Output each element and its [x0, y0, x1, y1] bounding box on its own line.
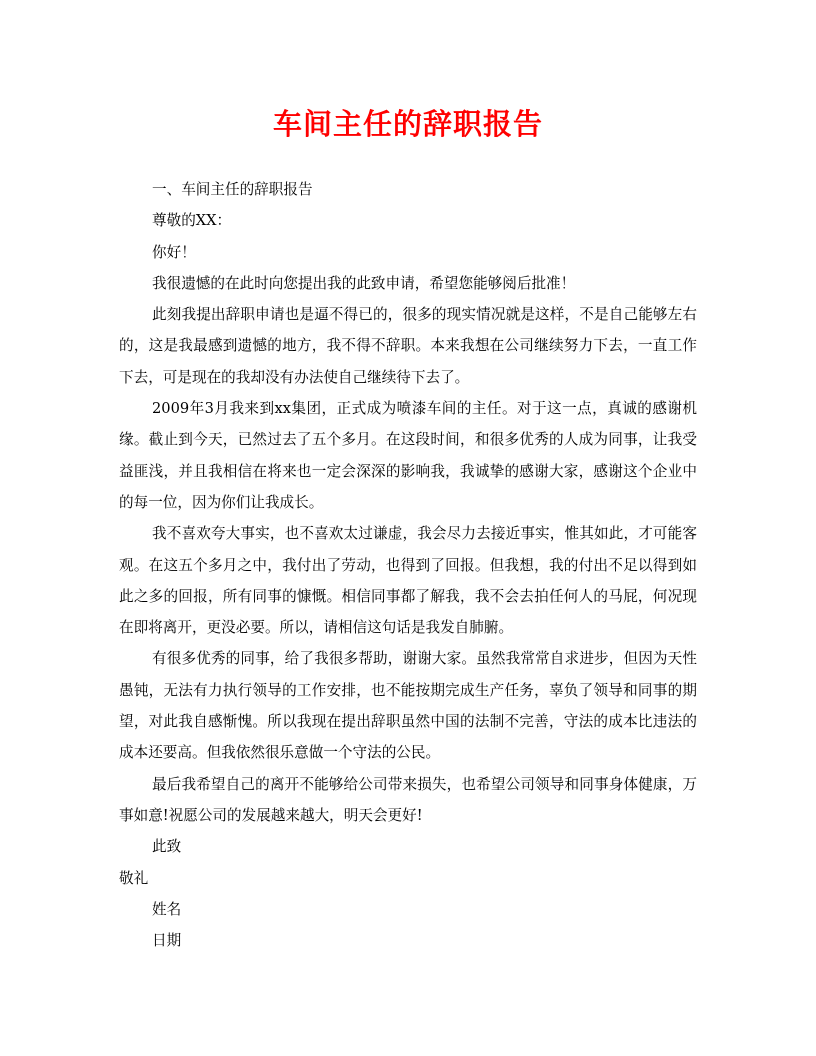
signature-date: 日期 [152, 932, 182, 950]
body-paragraph: 2009年3月我来到xx集团，正式成为喷漆车间的主任。对于这一点，真诚的感谢机缘。截止到今天，已然过去了五个多月。在这段时间，和很多优秀的人成为同事，让我受益匪浅，并且我相信在将来也一定会深深的影响我，我诚挚的感谢大家，感谢这个企业中的每一位，因为你们让我成长。 [119, 400, 697, 511]
section-heading: 一、车间主任的辞职报告 [152, 181, 313, 198]
document-body [119, 174, 697, 956]
body-paragraph: 我不喜欢夸大事实，也不喜欢太过谦虚，我会尽力去接近事实，惟其如此，才可能客观。在这五个多月之中，我付出了劳动，也得到了回报。但我想，我的付出不足以得到如此之多的回报，所有同事的慷慨。相信同事都了解我，我不会去拍任何人的马屁，何况现在即将离开，更没必要。所以，请相信这句话是我发自肺腑。 [119, 525, 697, 637]
body-paragraph: 最后我希望自己的离开不能够给公司带来损失，也希望公司领导和同事身体健康，万事如意!祝愿公司的发展越来越大，明天会更好! [119, 775, 697, 824]
closing-line: 此致 [152, 838, 182, 856]
body-paragraph: 我很遗憾的在此时向您提出我的此致申请，希望您能够阅后批准！ [152, 274, 576, 292]
document-title: 车间主任的辞职报告 [272, 107, 543, 141]
body-paragraph: 此刻我提出辞职申请也是逼不得已的，很多的现实情况就是这样，不是自己能够左右的，这是我最感到遗憾的地方，我不得不辞职。本来我想在公司继续努力下去，一直工作下去，可是现在的我却没有办法使自己继续待下去了。 [119, 306, 697, 386]
greeting: 你好！ [152, 243, 196, 261]
closing-salute: 敬礼 [119, 869, 149, 887]
salutation: 尊敬的XX： [152, 212, 232, 230]
signature-name: 姓名 [152, 900, 182, 918]
body-paragraph: 有很多优秀的同事，给了我很多帮助，谢谢大家。虽然我常常自求进步，但因为天性愚钝，无法有力执行领导的工作安排，也不能按期完成生产任务，辜负了领导和同事的期望，对此我自感惭愧。所以我现在提出辞职虽然中国的法制不完善，守法的成本比违法的成本还要高。但我依然很乐意做一个守法的公民。 [119, 650, 697, 762]
